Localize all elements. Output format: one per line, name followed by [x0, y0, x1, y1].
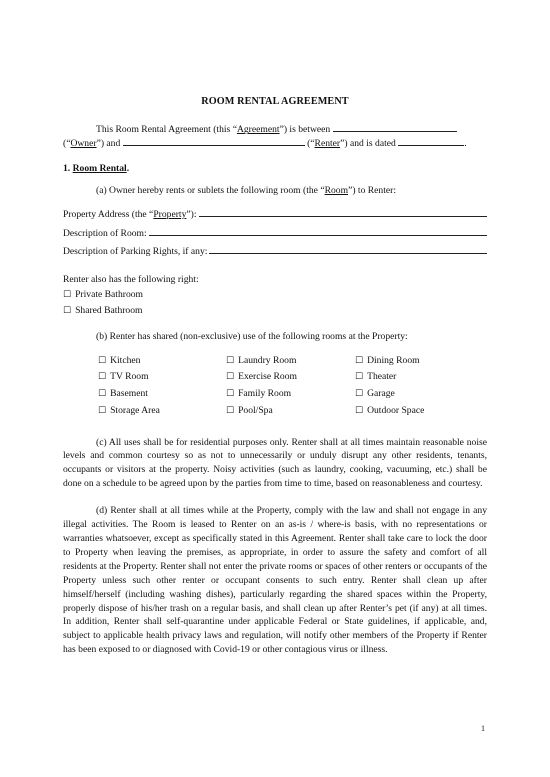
date-blank[interactable]: [398, 137, 464, 146]
renter-right-heading: Renter also has the following right:: [63, 273, 199, 285]
shared-bathroom-option[interactable]: [63, 304, 487, 318]
intro-text: ”) and is dated: [340, 138, 396, 150]
checkbox-icon[interactable]: ☐: [98, 372, 107, 383]
room-label: Laundry Room: [238, 354, 297, 366]
field-label: Description of Room:: [63, 227, 147, 239]
field-label: ”):: [186, 208, 197, 220]
renter-term: Renter: [314, 138, 341, 150]
section-number: 1.: [63, 162, 73, 174]
room-description-field: [63, 227, 487, 241]
checkbox-icon[interactable]: ☐: [226, 405, 235, 416]
room-option-kitchen[interactable]: [98, 354, 226, 368]
room-label: Family Room: [238, 388, 292, 400]
room-option-pool[interactable]: [226, 404, 355, 418]
checkbox-icon[interactable]: ☐: [226, 355, 235, 366]
owner-name-blank[interactable]: [333, 123, 457, 132]
clause-a-text: (a) Owner hereby rents or sublets the following room (the “: [96, 185, 325, 197]
section-title: Room Rental: [72, 162, 127, 174]
clause-b: (b) Renter has shared (non-exclusive) use of the following rooms at the Property:: [96, 330, 408, 342]
room-option-dining[interactable]: [355, 354, 485, 368]
room-option-basement[interactable]: [98, 387, 226, 401]
checkbox-icon[interactable]: ☐: [355, 355, 364, 366]
room-option-outdoor[interactable]: [355, 404, 485, 418]
room-option-storage[interactable]: [98, 404, 226, 418]
owner-term: Owner: [70, 138, 97, 150]
room-label: Dining Room: [367, 354, 420, 366]
clause-d: (d) Renter shall at all times while at the Property, comply with the law and shall not engage in any illegal activities. The Room is leased to Renter on an as-is / where-is basis, with no representations or warranties whatsoever, except as specifically stated in this Agreement. Renter shall take care to lock the door to Property when leaving the premises, as appropriate, in order to assure the safety and comfort of all residents at the Property. Renter shall not enter the private rooms or spaces of other renters or occupants of the Property unless such other renter or occupant consents to such entry. Renter shall clean up after himself/herself (including washing dishes), particularly regarding the shared spaces within the Property, properly dispose of his/her trash on a regular basis, and shall clean up after Renter’s pet (if any) at all times. In addition, Renter shall self-quarantine under applicable Federal or State guidelines, if applicable, and, subject to applicable health privacy laws and regulation, will notify other members of the Property if Renter has been exposed to or diagnosed with Covid-19 or other contagious virus or illness.: [63, 505, 487, 656]
clause-a: [96, 184, 487, 198]
intro-paragraph: [63, 123, 487, 150]
checkbox-icon[interactable]: ☐: [63, 306, 72, 317]
checkbox-icon[interactable]: ☐: [98, 405, 107, 416]
page-number: 1: [481, 724, 485, 733]
private-bathroom-option[interactable]: [63, 288, 487, 302]
field-label: Property Address (the “: [63, 208, 154, 220]
room-label: Outdoor Space: [367, 404, 425, 416]
field-label: Description of Parking Rights, if any:: [63, 246, 208, 258]
section-heading: [63, 162, 487, 176]
checkbox-icon[interactable]: ☐: [226, 372, 235, 383]
room-label: Garage: [367, 388, 395, 400]
room-option-garage[interactable]: [355, 387, 485, 401]
intro-text: This Room Rental Agreement (this “: [96, 124, 237, 136]
checkbox-icon[interactable]: ☐: [226, 389, 235, 400]
checkbox-icon[interactable]: ☐: [98, 355, 107, 366]
checkbox-icon[interactable]: ☐: [355, 405, 364, 416]
document-title: ROOM RENTAL AGREEMENT: [201, 96, 349, 107]
intro-text: (“: [307, 138, 315, 150]
intro-text: ”) is between: [279, 124, 331, 136]
room-option-tv[interactable]: [98, 370, 226, 384]
room-label: Basement: [110, 388, 148, 400]
renter-name-blank[interactable]: [123, 137, 305, 146]
room-label: Pool/Spa: [238, 404, 273, 416]
parking-rights-blank[interactable]: [209, 245, 487, 254]
property-address-field: [63, 208, 487, 222]
section-dot: .: [126, 162, 130, 174]
room-term: Room: [324, 185, 349, 197]
room-label: Storage Area: [110, 404, 160, 416]
intro-text: ”) and: [96, 138, 121, 150]
room-label: Kitchen: [110, 354, 141, 366]
parking-rights-field: [63, 245, 487, 259]
checkbox-icon[interactable]: ☐: [355, 389, 364, 400]
room-option-laundry[interactable]: [226, 354, 355, 368]
option-label: Shared Bathroom: [75, 305, 143, 317]
document-body: [63, 95, 487, 657]
room-option-theater[interactable]: [355, 370, 485, 384]
checkbox-icon[interactable]: ☐: [63, 290, 72, 301]
room-option-family[interactable]: [226, 387, 355, 401]
checkbox-icon[interactable]: ☐: [355, 372, 364, 383]
property-address-blank[interactable]: [199, 208, 488, 217]
checkbox-icon[interactable]: ☐: [98, 389, 107, 400]
room-label: TV Room: [110, 371, 149, 383]
option-label: Private Bathroom: [75, 289, 144, 301]
room-option-exercise[interactable]: [226, 370, 355, 384]
agreement-term: Agreement: [236, 124, 280, 136]
property-term: Property: [153, 208, 187, 220]
intro-text: .: [464, 138, 467, 150]
clause-a-text: ”) to Renter:: [348, 185, 397, 197]
room-description-blank[interactable]: [149, 227, 487, 236]
clause-c: (c) All uses shall be for residential purposes only. Renter shall at all times maintain reasonable noise levels and common courtesy so as not to unnecessarily or unduly disrupt any other residents, tenants, occupants or visitors at the property. Noisy activities (such as laundry, cooking, vacuuming, etc.) shall be done on a schedule to be agreed upon by the parties from time to time, based on reasonableness and courtesy.: [63, 436, 487, 490]
intro-text: (“: [63, 138, 71, 150]
room-label: Theater: [367, 371, 397, 383]
room-label: Exercise Room: [238, 371, 297, 383]
shared-rooms-grid: [98, 354, 487, 418]
